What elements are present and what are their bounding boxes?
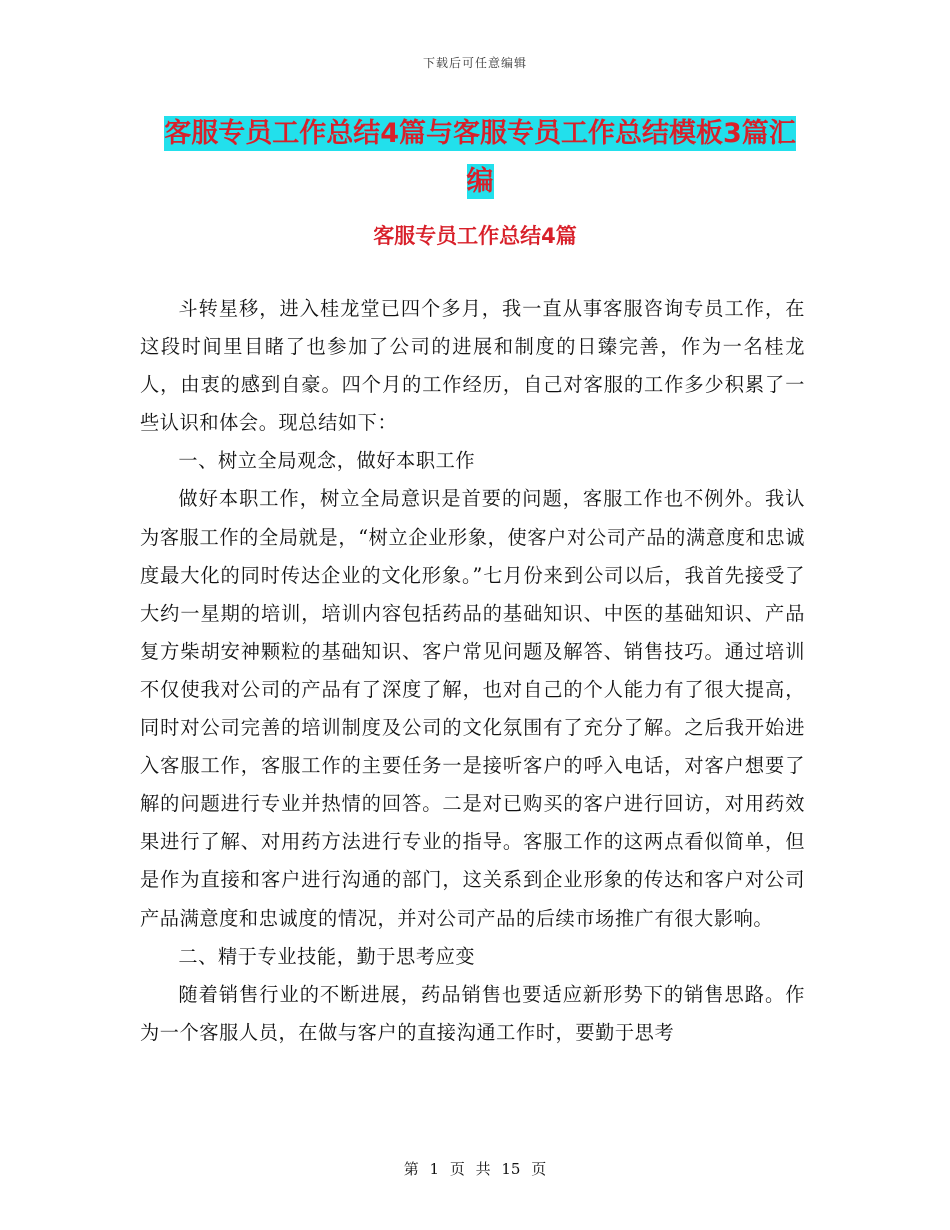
paragraph-body-2: 随着销售行业的不断进展，药品销售也要适应新形势下的销售思路。作为一个客服人员，在做与客户的直接沟通工作时，要勤于思考 — [140, 982, 805, 1044]
paragraph-intro: 斗转星移，进入桂龙堂已四个多月，我一直从事客服咨询专员工作，在这段时间里目睹了也参加了公司的进展和制度的日臻完善，作为一名桂龙人，由衷的感到自豪。四个月的工作经历，自己对客服的工作多少积累了一些认识和体会。现总结如下： — [140, 297, 805, 435]
body-text — [140, 290, 805, 1052]
paragraph-heading-2: 二、精于专业技能，勤于思考应变 — [178, 944, 476, 968]
paragraph-body-1: 做好本职工作，树立全局意识是首要的问题，客服工作也不例外。我认为客服工作的全局就是，“树立企业形象，使客户对公司产品的满意度和忠诚度最大化的同时传达企业的文化形象。”七月份来到公司以后，我首先接受了大约一星期的培训，培训内容包括药品的基础知识、中医的基础知识、产品复方柴胡安神颗粒的基础知识、客户常见问题及解答、销售技巧。通过培训不仅使我对公司的产品有了深度了解，也对自己的个人能力有了很大提高，同时对公司完善的培训制度及公司的文化氛围有了充分了解。之后我开始进入客服工作，客服工作的主要任务一是接听客户的呼入电话，对客户想要了解的问题进行专业并热情的回答。二是对已购买的客户进行回访，对用药效果进行了解、对用药方法进行专业的指导。客服工作的这两点看似简单，但是作为直接和客户进行沟通的部门，这关系到企业形象的传达和客户对公司产品满意度和忠诚度的情况，并对公司产品的后续市场推广有很大影响。 — [140, 487, 805, 930]
page-footer: 第 1 页 共 15 页 — [403, 1160, 547, 1178]
header-note: 下载后可任意编辑 — [422, 56, 527, 70]
document-title — [160, 110, 800, 206]
section-title: 客服专员工作总结4篇 — [373, 224, 577, 248]
document-title-text: 客服专员工作总结4篇与客服专员工作总结模板3篇汇编 — [164, 118, 796, 197]
paragraph-heading-1: 一、树立全局观念，做好本职工作 — [178, 449, 476, 473]
